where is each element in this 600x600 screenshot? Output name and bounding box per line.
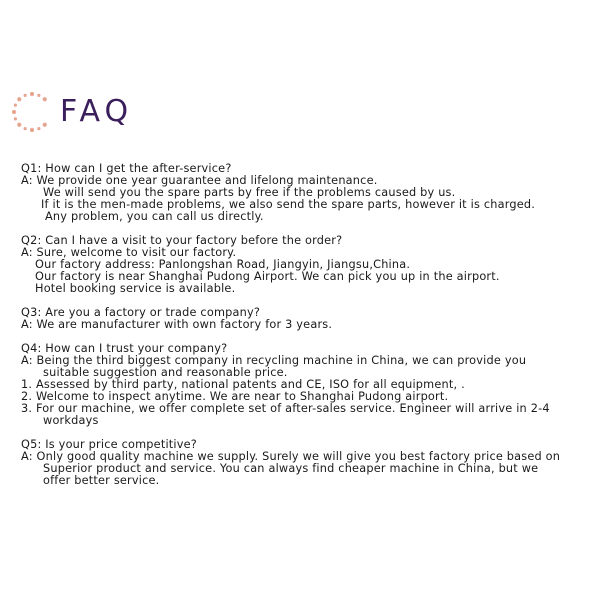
faq-answer-line: workdays	[43, 414, 99, 427]
faq-answer-line: 3. For our machine, we offer complete set of after-sales service. Engineer will arrive in 2-4	[21, 402, 550, 415]
faq-item-q4	[21, 343, 596, 427]
faq-answer-line: 1. Assessed by third party, national patents and CE, ISO for all equipment, .	[21, 378, 465, 391]
faq-item-q5	[21, 439, 596, 487]
faq-item-q3	[21, 307, 596, 331]
faq-answer-line: Our factory is near Shanghai Pudong Airport. We can pick you up in the airport.	[35, 270, 500, 283]
faq-question: Q5: Is your price competitive?	[21, 438, 197, 451]
ring-dot	[24, 127, 27, 130]
faq-question: Q4: How can I trust your company?	[21, 342, 228, 355]
ring-dot	[43, 97, 47, 101]
page-title: FAQ	[60, 94, 134, 129]
faq-header	[8, 84, 208, 140]
faq-answer-line: Any problem, you can call us directly.	[45, 210, 264, 223]
faq-answer-line: 2. Welcome to inspect anytime. We are near to Shanghai Pudong airport.	[21, 390, 449, 403]
ring-dot	[14, 104, 17, 107]
faq-item-q2	[21, 235, 596, 295]
faq-question: Q3: Are you a factory or trade company?	[21, 306, 261, 319]
ring-dot	[17, 123, 21, 127]
ring-dot	[24, 94, 27, 97]
faq-answer-line: A: Being the third biggest company in recycling machine in China, we can provide you	[21, 354, 527, 367]
ring-dot	[30, 128, 34, 132]
ring-dot	[14, 117, 17, 120]
faq-answer-line: We will send you the spare parts by free if the problems caused by us.	[43, 186, 456, 199]
faq-answer-line: Superior product and service. You can always find cheaper machine in China, but we	[43, 462, 539, 475]
ring-dot	[37, 94, 40, 97]
faq-answer-line: suitable suggestion and reasonable price.	[43, 366, 288, 379]
faq-answer-line: If it is the men-made problems, we also send the spare parts, however it is charged.	[41, 198, 536, 211]
ring-dot	[17, 97, 21, 101]
faq-answer-line: offer better service.	[43, 474, 160, 487]
faq-question: Q2: Can I have a visit to your factory before the order?	[21, 234, 343, 247]
faq-question: Q1: How can I get the after-service?	[21, 162, 232, 175]
ring-dot	[30, 92, 34, 96]
faq-answer-line: Our factory address: Panlongshan Road, Jiangyin, Jiangsu,China.	[35, 258, 411, 271]
faq-answer-line: A: Sure, welcome to visit our factory.	[21, 246, 237, 259]
faq-answer-line: A: We are manufacturer with own factory for 3 years.	[21, 318, 333, 331]
faq-answer-line: A: We provide one year guarantee and lifelong maintenance.	[21, 174, 378, 187]
faq-answer-line: Hotel booking service is available.	[35, 282, 236, 295]
faq-item-q1	[21, 163, 596, 223]
faq-content	[21, 163, 596, 499]
dotted-ring-icon	[8, 84, 64, 140]
ring-dot	[12, 110, 16, 114]
ring-dot	[43, 123, 47, 127]
faq-answer-line: A: Only good quality machine we supply. Surely we will give you best factory price based on	[21, 450, 561, 463]
ring-dot	[37, 127, 40, 130]
